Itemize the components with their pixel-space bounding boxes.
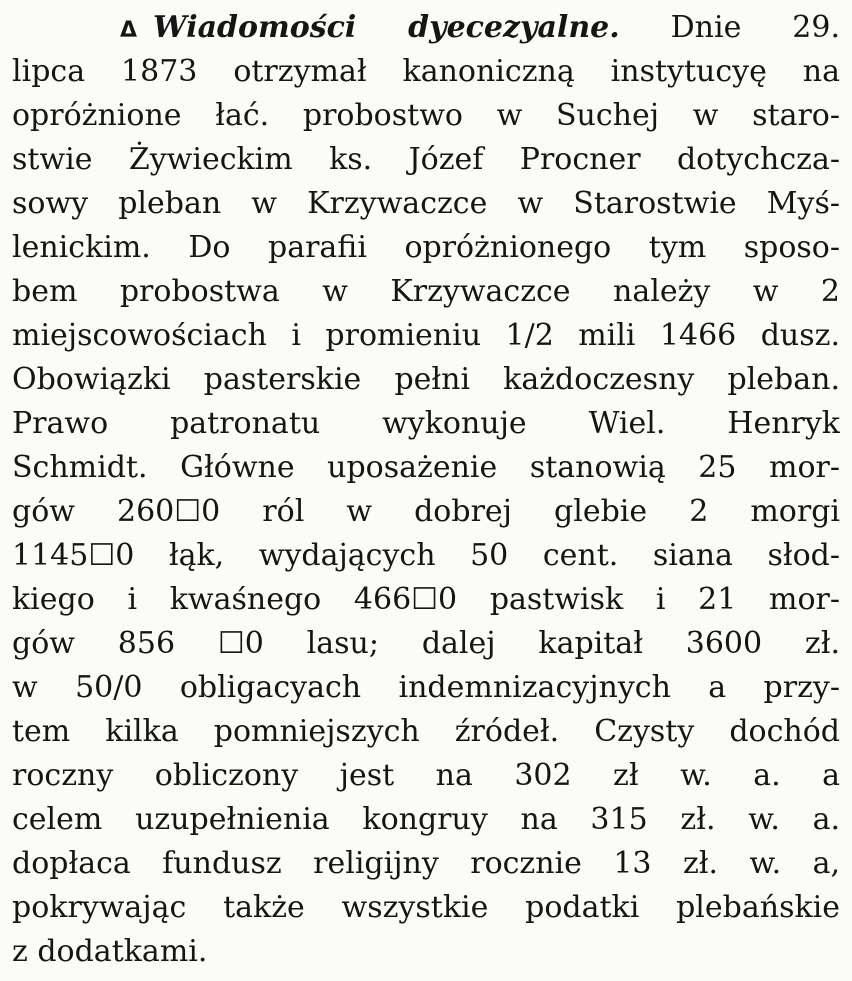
article-line: w 50/0 obligacyach indemnizacyjnych a przy- bbox=[12, 670, 840, 705]
article-first-line-text: Dnie 29. bbox=[619, 10, 840, 45]
section-marker: Δ bbox=[120, 18, 138, 43]
article-first-line bbox=[12, 6, 840, 50]
article-line: lenickim. Do parafii opróżnionego tym sposo- bbox=[12, 230, 840, 265]
article-line: lipca 1873 otrzymał kanoniczną instytucyę na bbox=[12, 54, 840, 89]
article-line: celem uzupełnienia kongruy na 315 zł. w. a. bbox=[12, 802, 840, 837]
article-line: stwie Żywieckim ks. Józef Procner dotychcza- bbox=[12, 142, 840, 177]
article-line: Schmidt. Główne uposażenie stanowią 25 mor- bbox=[12, 450, 840, 485]
article-line: Obowiązki pasterskie pełni każdoczesny pleban. bbox=[12, 362, 840, 397]
article-line: kiego i kwaśnego 466☐0 pastwisk i 21 mor- bbox=[12, 582, 840, 617]
article-line: bem probostwa w Krzywaczce należy w 2 bbox=[12, 274, 840, 309]
article-line: sowy pleban w Krzywaczce w Starostwie Myś- bbox=[12, 186, 840, 221]
article-line: gów 856 ☐0 lasu; dalej kapitał 3600 zł. bbox=[12, 626, 840, 661]
article-body bbox=[12, 6, 840, 974]
article-line: gów 260☐0 ról w dobrej glebie 2 morgi bbox=[12, 494, 840, 529]
article-line: pokrywając także wszystkie podatki plebańskie bbox=[12, 890, 840, 925]
article-line: miejscowościach i promieniu 1/2 mili 1466 dusz. bbox=[12, 318, 840, 353]
article-line: tem kilka pomniejszych źródeł. Czysty dochód bbox=[12, 714, 840, 749]
article-headline: Wiadomości dyecezyalne. bbox=[153, 10, 620, 45]
article-line: dopłaca fundusz religijny rocznie 13 zł. w. a, bbox=[12, 846, 840, 881]
article-line: Prawo patronatu wykonuje Wiel. Henryk bbox=[12, 406, 840, 441]
article-line: z dodatkami. bbox=[12, 934, 208, 969]
article-line: opróżnione łać. probostwo w Suchej w staro- bbox=[12, 98, 840, 133]
article-line: roczny obliczony jest na 302 zł w. a. a bbox=[12, 758, 840, 793]
article-line: 1145☐0 łąk, wydających 50 cent. siana słod- bbox=[12, 538, 840, 573]
